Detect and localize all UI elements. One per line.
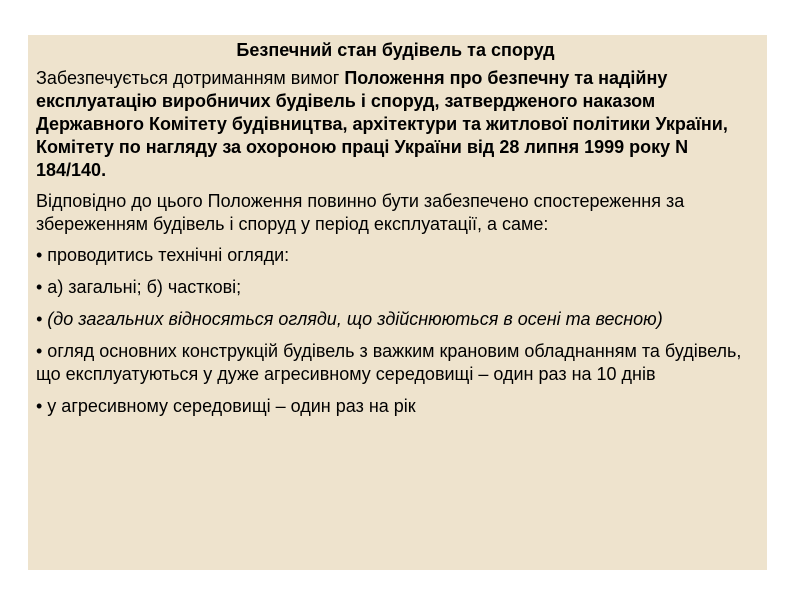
bullet-general-inspections-note: • (до загальних відносяться огляди, що здійснюються в осені та весною) — [36, 309, 663, 329]
intro-lead-text: Забезпечується дотриманням вимог — [36, 68, 345, 88]
bullet-aggressive-environment-inspection: • у агресивному середовищі – один раз на рік — [36, 396, 416, 416]
bullet-inspection-types: • а) загальні; б) часткові; — [36, 277, 242, 297]
bullet-technical-inspections: • проводитись технічні огляди: — [36, 245, 290, 265]
slide-title: Безпечний стан будівель та споруд — [236, 40, 555, 60]
observation-paragraph: Відповідно до цього Положення повинно бути забезпечено спостереження за збереженням будівель і споруд у період експлуатації, а саме: — [36, 191, 685, 234]
intro-regulation-text: Положення про безпечну та надійну експлуатацію виробничих будівель і споруд, затвердженого наказом Державного Комітету будівництва, архітектури та житлової політики України, Комітету по нагляду за охороною праці України від 28 липня 1999 року N 184/140. — [36, 68, 728, 180]
intro-paragraph — [36, 67, 755, 182]
slide-panel — [28, 35, 767, 570]
bullet-crane-buildings-inspection: • огляд основних конструкцій будівель з важким крановим обладнанням та будівель, що експлуатуються у дуже агресивному середовищі – один раз на 10 днів — [36, 341, 742, 384]
